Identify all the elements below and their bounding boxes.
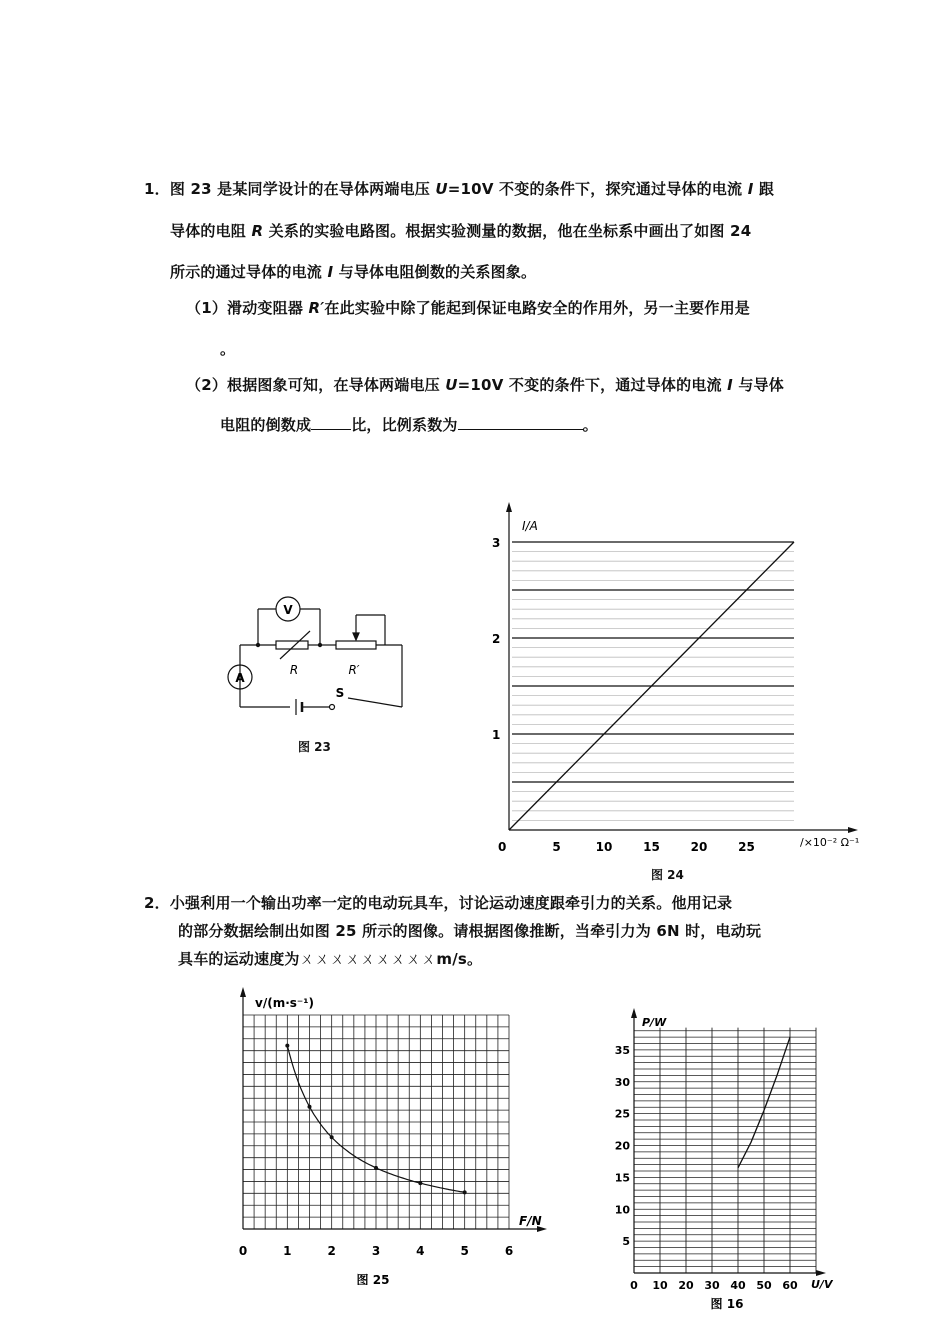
q2-number: 2． [144,894,170,912]
q1-text: 与导体电阻倒数的关系图象。 [333,263,537,281]
x-axis-label: U/V [811,1278,833,1291]
var-u: U [445,376,458,394]
fig24-chart [480,500,880,860]
r-prime-label: R′ [348,663,360,677]
y-tick-label: 1 [492,728,501,742]
x-tick-label: 4 [416,1244,425,1258]
data-point [374,1166,378,1170]
y-tick-label: 15 [614,1171,630,1185]
fig23-circuit [220,585,420,715]
x-tick-label: 6 [504,1244,514,1258]
fig16-chart [610,1008,850,1318]
q2-line2 [178,920,761,941]
var-i: I [727,376,733,394]
fig16-caption: 图 16 [710,1297,744,1311]
origin-label: 0 [498,840,507,854]
q2-line3 [178,948,482,969]
sub1-text: 在此实验中除了能起到保证电路安全的作用外，另一主要作用是 [324,299,750,317]
y-tick-label: 10 [614,1203,630,1217]
x-tick-label: 10 [595,840,613,854]
q1-sub1-end [220,338,235,359]
q1-sub1 [186,297,750,318]
fig23-caption: 图 23 [298,740,331,754]
data-point [308,1105,312,1109]
x-tick-label: 30 [704,1279,720,1292]
sub1-end-mark: 。 [220,340,236,358]
q1-line2 [170,220,751,241]
y-axis-arrow [240,987,246,997]
y-axis-arrow [506,502,512,512]
x-tick-label: 5 [460,1244,469,1258]
slider-arrow [353,633,359,640]
x-tick-label: 50 [756,1279,772,1292]
variable-arrow [280,631,310,659]
x-tick-label: 0 [238,1244,248,1258]
q1-sub2-line2 [220,414,598,435]
data-point [418,1181,422,1185]
switch-label: S [335,686,345,700]
x-tick-label: 5 [552,840,561,854]
junction-dot [318,643,322,647]
data-point [285,1044,289,1048]
sub2-text: 比，比例系数为 [351,416,458,434]
r-label: R [289,663,299,677]
x-tick-label: 15 [643,840,660,854]
y-tick-label: 3 [492,536,501,550]
sub2-text: 与导体 [732,376,784,394]
q1-text: 所示的通过导体的电流 [170,263,328,281]
var-i: I [747,180,754,198]
sub2-text: =10V 不变的条件下，通过导体的电流 [457,376,728,394]
q2-text: 具车的运动速度为 [178,950,300,968]
answer-blank-2[interactable] [458,415,583,430]
wire [348,698,402,707]
q1-line1 [144,178,774,199]
y-tick-label: 25 [614,1107,630,1121]
x-tick-label: 40 [730,1279,746,1292]
sub2-text: （2）根据图象可知，在导体两端电压 [186,376,446,394]
q1-text: 关系的实验电路图。根据实验测量的数据，他在坐标系中画出了如图 24 [263,222,752,240]
y-axis-label: v/(m·s⁻¹) [255,996,314,1010]
fig24-caption: 图 24 [651,868,684,882]
q2-text: 小强利用一个输出功率一定的电动玩具车，讨论运动速度跟牵引力的关系。他用记录 [169,894,733,912]
x-tick-label: 0 [630,1279,638,1292]
q2-line1 [144,892,732,913]
q1-line3 [170,261,536,282]
y-tick-label: 20 [614,1139,630,1153]
rheostat-r-prime [336,641,376,649]
x-axis-arrow [848,827,858,833]
x-tick-label: 10 [652,1279,668,1292]
var-i: I [327,263,334,281]
data-point [463,1190,467,1194]
fig25-caption: 图 25 [356,1273,390,1285]
y-tick-label: 2 [492,632,501,646]
switch-contact [330,705,335,710]
var-r-prime: R′ [308,299,325,317]
data-point [330,1135,334,1139]
y-tick-label: 30 [614,1075,630,1089]
q1-text: 图 23 是某同学设计的在导体两端电压 [169,180,436,198]
x-tick-label: 1 [283,1244,292,1258]
var-r: R [251,222,264,240]
junction-dot [256,643,260,647]
y-axis-label: P/W [642,1016,667,1029]
y-axis-label: I/A [522,519,538,533]
q1-text: 导体的电阻 [170,222,252,240]
ammeter-label: A [235,671,245,685]
x-axis-arrow [816,1270,826,1276]
answer-blank-1[interactable] [311,415,351,430]
q2-text: 的部分数据绘制出如图 25 所示的图像。请根据图像推断，当牵引力为 6N 时，电动玩 [178,922,762,940]
y-tick-label: 35 [614,1043,630,1057]
var-u: U [435,180,448,198]
x-tick-label: 60 [782,1279,798,1292]
answer-blank-marks[interactable]: ㄨㄨㄨㄨㄨㄨㄨㄨㄨ [299,950,437,968]
sub2-end-mark: 。 [582,416,598,434]
q2-text: m/s。 [436,950,483,968]
x-tick-label: 2 [327,1244,336,1258]
q1-sub2 [186,374,784,395]
x-tick-label: 20 [690,840,708,854]
x-tick-label: 25 [738,840,755,854]
x-axis-label: /×10⁻² Ω⁻¹ [800,836,860,849]
q1-number: 1． [144,180,170,198]
sub1-text: （1）滑动变阻器 [186,299,309,317]
y-tick-label: 5 [622,1235,630,1249]
x-tick-label: 20 [678,1279,694,1292]
q1-text: =10V 不变的条件下，探究通过导体的电流 [447,180,748,198]
sub2-text: 电阻的倒数成 [220,416,312,434]
x-axis-label: F/N [519,1214,542,1228]
fig25-chart [225,985,555,1285]
x-tick-label: 3 [371,1244,381,1258]
y-axis-arrow [631,1008,637,1018]
voltmeter-label: V [283,603,293,617]
q1-text: 跟 [753,180,775,198]
